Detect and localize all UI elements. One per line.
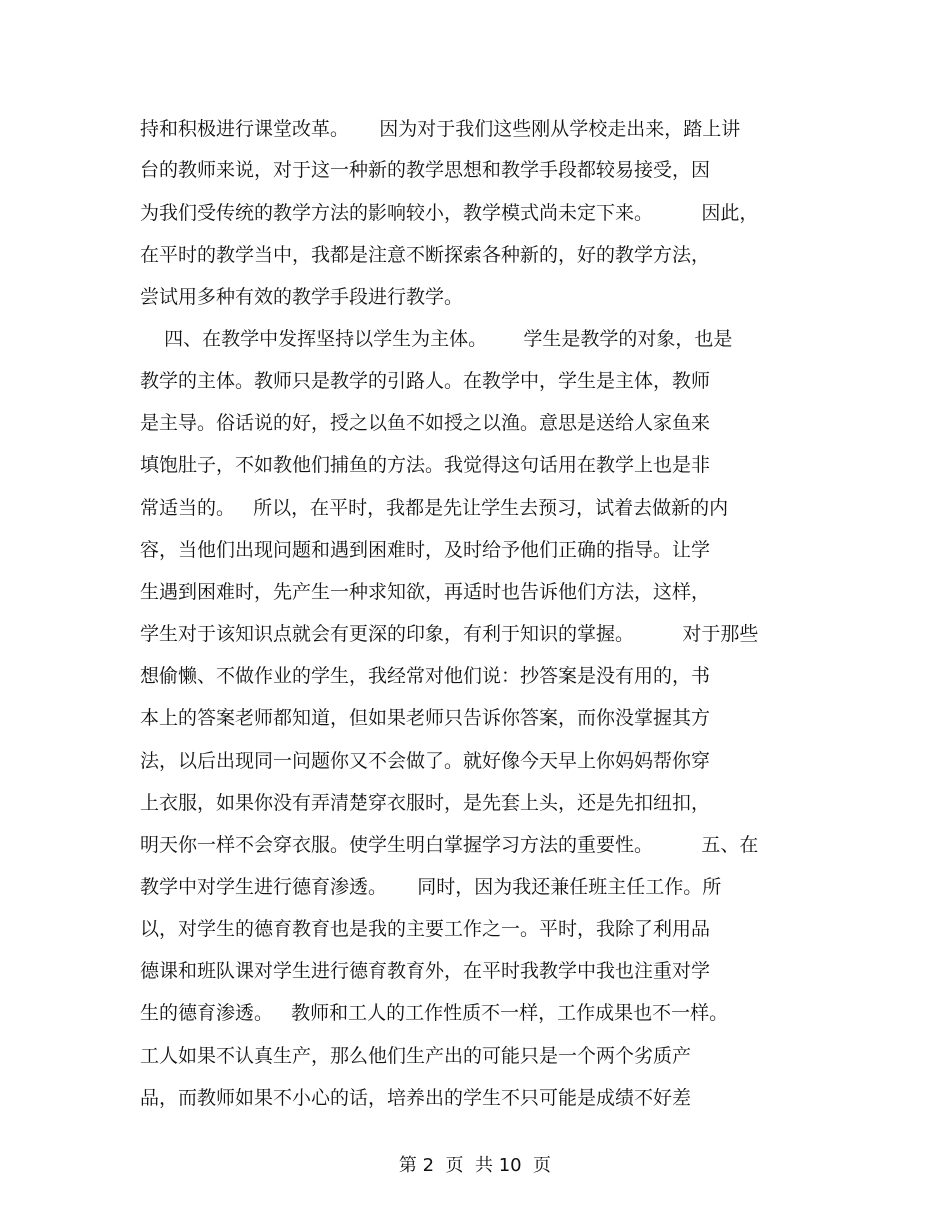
text-line: 工人如果不认真生产，那么他们生产出的可能只是一个两个劣质产 — [140, 1045, 692, 1067]
text-line: 填饱肚子，不如教他们捕鱼的方法。我觉得这句话用在教学上也是非 — [140, 454, 711, 476]
text-line: 学生对于该知识点就会有更深的印象，有利于知识的掌握。 对于那些 — [140, 623, 759, 645]
text-line: 为我们受传统的教学方法的影响较小，教学模式尚未定下来。 因此， — [140, 202, 759, 224]
text-line: 生遇到困难时，先产生一种求知欲，再适时也告诉他们方法，这样， — [140, 581, 711, 603]
text-line: 法，以后出现同一问题你又不会做了。就好像今天早上你妈妈帮你穿 — [140, 750, 711, 772]
page-number-footer: 第 2 页 共 10 页 — [398, 1155, 552, 1176]
text-line: 在平时的教学当中，我都是注意不断探索各种新的，好的教学方法， — [140, 244, 711, 266]
text-line: 上衣服，如果你没有弄清楚穿衣服时，是先套上头，还是先扣纽扣， — [140, 792, 711, 814]
text-line: 教学中对学生进行德育渗透。 同时，因为我还兼任班主任工作。所 — [140, 876, 722, 898]
text-line: 生的德育渗透。 教师和工人的工作性质不一样，工作成果也不一样。 — [140, 1002, 729, 1024]
text-line: 是主导。俗话说的好，授之以鱼不如授之以渔。意思是送给人家鱼来 — [140, 412, 711, 434]
text-line: 想偷懒、不做作业的学生，我经常对他们说：抄答案是没有用的，书 — [140, 665, 711, 687]
text-line: 以，对学生的德育教育也是我的主要工作之一。平时，我除了利用品 — [140, 918, 711, 940]
text-line: 教学的主体。教师只是教学的引路人。在教学中，学生是主体，教师 — [140, 370, 711, 392]
text-line: 容，当他们出现问题和遇到困难时，及时给予他们正确的指导。让学 — [140, 539, 711, 561]
text-line: 四、在教学中发挥坚持以学生为主体。 学生是教学的对象，也是 — [140, 328, 733, 350]
text-line: 常适当的。 所以，在平时，我都是先让学生去预习，试着去做新的内 — [140, 497, 729, 519]
text-line: 尝试用多种有效的教学手段进行教学。 — [140, 286, 464, 308]
text-line: 台的教师来说，对于这一种新的教学思想和教学手段都较易接受，因 — [140, 159, 711, 181]
text-line: 本上的答案老师都知道，但如果老师只告诉你答案，而你没掌握其方 — [140, 707, 711, 729]
text-line: 持和积极进行课堂改革。 因为对于我们这些刚从学校走出来，踏上讲 — [140, 118, 741, 140]
text-line: 明天你一样不会穿衣服。使学生明白掌握学习方法的重要性。 五、在 — [140, 834, 759, 856]
text-line: 德课和班队课对学生进行德育教育外，在平时我教学中我也注重对学 — [140, 960, 711, 982]
text-line: 品，而教师如果不小心的话，培养出的学生不只可能是成绩不好差 — [140, 1087, 692, 1109]
